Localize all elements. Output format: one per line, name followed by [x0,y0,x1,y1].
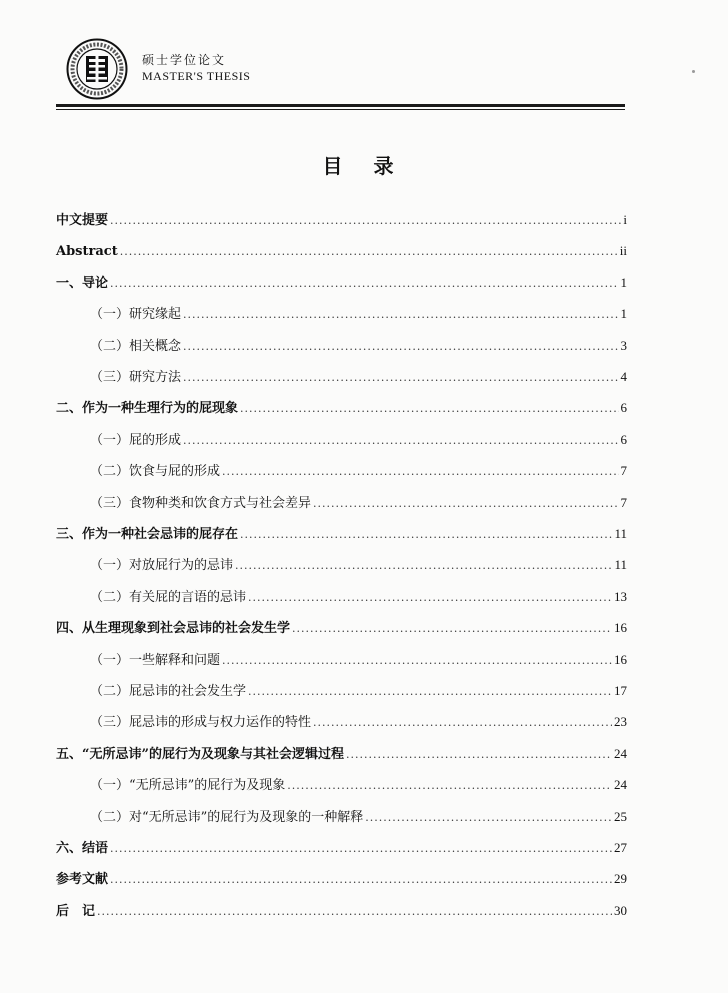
page-title: 目 录 [322,154,406,178]
toc-entry-page: 27 [614,840,627,855]
toc-entry-page: 23 [614,714,627,729]
toc-leader-dots [287,775,612,797]
toc-entry[interactable] [56,837,627,859]
toc-entry-page: 1 [620,275,627,290]
toc-leader-dots [183,336,618,358]
toc-leader-dots [240,524,612,546]
toc-leader-dots [97,901,612,923]
toc-leader-dots [248,681,612,703]
toc-entry-label: （一）一些解释和问题 [90,653,221,668]
toc-entry-page: 7 [620,463,627,478]
toc-entry[interactable] [90,806,627,828]
toc-entry[interactable] [90,711,627,733]
toc-leader-dots [110,273,618,295]
toc-leader-dots [183,367,618,389]
header-rule-thin [56,109,625,110]
toc-entry-page: 17 [614,683,627,698]
toc-leader-dots [110,210,621,232]
toc-entry-label: （一）屁的形成 [90,433,182,448]
toc-entry[interactable] [56,397,627,419]
toc-entry-page: 11 [614,557,627,572]
toc-entry-page: 11 [614,526,627,541]
toc-entry-page: 6 [620,400,627,415]
toc-leader-dots [240,398,618,420]
toc-entry[interactable] [90,460,627,482]
toc-entry-label: （一）“无所忌讳”的屁行为及现象 [90,778,286,793]
toc-leader-dots [183,304,618,326]
toc-entry-label: 三、作为一种社会忌讳的屁存在 [56,527,239,542]
toc-entry[interactable] [56,272,627,294]
toc-entry[interactable] [56,743,627,765]
header-rule-thick [56,104,625,107]
toc-entry-page: ii [619,243,627,258]
toc-entry-page: 24 [614,746,627,761]
toc-entry-label: （二）有关屁的言语的忌讳 [90,590,247,605]
toc-leader-dots [292,618,612,640]
toc-entry[interactable] [90,774,627,796]
toc-entry-page: 4 [620,369,627,384]
toc-leader-dots [110,838,612,860]
thesis-label-en: MASTER'S THESIS [142,69,251,83]
toc-entry-page: 24 [614,777,627,792]
toc-entry-label: （一）研究缘起 [90,307,182,322]
toc-leader-dots [110,869,612,891]
toc-entry-label: （二）屁忌讳的社会发生学 [90,684,247,699]
toc-entry[interactable] [90,680,627,702]
toc-entry-page: 1 [620,306,627,321]
toc-entry[interactable] [56,523,627,545]
toc-leader-dots [313,493,618,515]
toc-entry-label: （二）对“无所忌讳”的屁行为及现象的一种解释 [90,810,364,825]
toc-entry-label: （三）研究方法 [90,370,182,385]
toc-entry-label: （二）饮食与屁的形成 [90,464,221,479]
toc-entry-label: 参考文献 [56,872,109,887]
toc-leader-dots [248,587,612,609]
thesis-label [142,52,250,84]
toc-entry-label: （一）对放屁行为的忌讳 [90,558,234,573]
toc-entry[interactable] [90,649,627,671]
toc-entry-page: 16 [614,620,627,635]
toc-entry[interactable] [90,554,627,576]
toc-entry[interactable] [90,366,627,388]
toc-entry-label: Abstract [56,244,118,259]
toc-entry-label: 六、结语 [56,841,109,856]
toc-entry[interactable] [90,335,627,357]
toc-leader-dots [235,555,612,577]
toc-entry[interactable] [56,868,627,890]
toc-entry[interactable] [56,900,627,922]
toc-entry-label: 后 记 [56,904,96,919]
toc-leader-dots [365,807,612,829]
toc-entry[interactable] [90,492,627,514]
toc-entry-label: （三）屁忌讳的形成与权力运作的特性 [90,715,312,730]
toc-entry-label: 中文提要 [56,213,109,228]
thesis-header [66,38,626,108]
thesis-label-cn: 硕士学位论文 [142,53,227,67]
toc-leader-dots [222,650,612,672]
university-seal-icon [66,38,128,100]
toc-entry-page: 25 [614,809,627,824]
toc-entry[interactable] [90,303,627,325]
toc-entry-page: 6 [620,432,627,447]
toc-entry-page: 7 [620,495,627,510]
toc-entry-label: 二、作为一种生理行为的屁现象 [56,401,239,416]
toc-entry[interactable] [90,429,627,451]
toc-leader-dots [313,712,612,734]
toc-entry-page: 29 [614,871,627,886]
toc-leader-dots [346,744,612,766]
toc-entry-page: 16 [614,652,627,667]
toc-entry[interactable] [56,617,627,639]
toc-entry-label: （三）食物种类和饮食方式与社会差异 [90,496,312,511]
toc-entry-label: （二）相关概念 [90,339,182,354]
toc-entry[interactable] [90,586,627,608]
toc-entry[interactable] [56,209,627,231]
toc-leader-dots [183,430,618,452]
toc-entry-label: 一、导论 [56,276,109,291]
toc-entry-page: 13 [614,589,627,604]
toc-entry-page: i [623,212,627,227]
toc-entry[interactable] [56,240,627,262]
toc-leader-dots [120,241,618,263]
toc-entry-label: 五、“无所忌讳”的屁行为及现象与其社会逻辑过程 [56,747,344,762]
toc-entry-label: 四、从生理现象到社会忌讳的社会发生学 [56,621,291,636]
scan-speck [692,70,695,73]
toc-leader-dots [222,461,618,483]
toc-entry-page: 3 [620,338,627,353]
toc-entry-page: 30 [614,903,627,918]
